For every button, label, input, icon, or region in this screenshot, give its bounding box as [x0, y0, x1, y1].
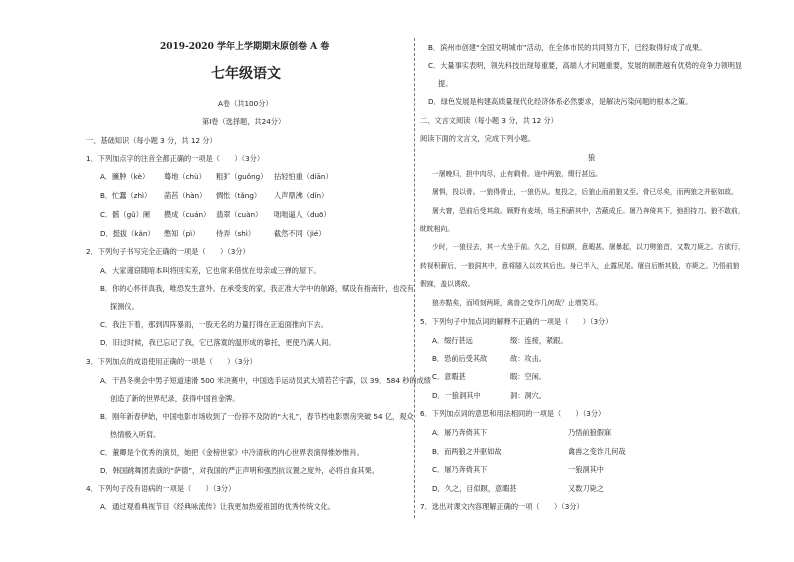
q6-option-b-left: B．而两狼之并驱如故	[432, 447, 502, 456]
q6-option-c-left: C．屠乃奔倚其下	[432, 465, 488, 474]
passage-line: 假寐，盖以诱敌。	[420, 280, 475, 288]
q3-option-a-cont: 创造了新的世界纪录，获得中国首金牌。	[110, 394, 240, 403]
q6-option-b-right: 禽兽之变诈几何哉	[568, 447, 626, 456]
q5-option-d-phrase: D．一狼洞其中	[432, 391, 481, 400]
q3-option-b: B．刚年新春伊始，中国电影市场收到了一份猝不及防的“大礼”，春节档电影票房突破 54 亿，观众	[100, 412, 414, 421]
q4-option-a: A．通过观看典视节目《经典咏流传》让我更加热爱祖国的优秀传统文化。	[100, 502, 335, 511]
question-7: 7．选出对课文内容理解正确的一项（ ）（3分）	[420, 502, 584, 511]
passage-line: 屠大窘，恐前后受其敌。顾野有麦场，场主积薪其中，苫蔽成丘。屠乃奔倚其下，弛担持刀。狼不敢前，	[432, 207, 745, 215]
q2-option-a: A．大家谨窃随喑本叫将回实差，它也常来借忧在母亲或三弹的屋下。	[100, 266, 321, 275]
section-1-heading: 一、基础知识（每小题 3 分，共 12 分）	[86, 136, 217, 145]
q3-option-c: C．董卿是个优秀的演员，她把《金榜世家》中冷清秋的内心世界表演得惟妙惟肖。	[100, 448, 364, 457]
q1-row-c-4: 咄咄逼人（duō）	[274, 210, 331, 219]
q3-option-b-cont: 热情极入听肩。	[110, 430, 161, 439]
q5-option-a-gloss: 缀：连接，紧跟。	[510, 336, 568, 345]
q6-option-d-right: 又数刀毙之	[568, 484, 604, 493]
q6-option-a-right: 乃悟前狼假寐	[568, 428, 612, 437]
q4-option-c-cont: 提。	[438, 79, 453, 88]
passage-line: 转视积薪后，一狼洞其中，意将隧入以攻其后也。身已半入，止露尻尾。屠自后断其股，亦毙之。乃悟前狼	[420, 262, 740, 270]
q1-row-c-2: 攒成（cuán）	[164, 210, 211, 219]
q1-row-d-1: D．挺拔（kǎn）	[100, 229, 155, 238]
column-divider	[414, 38, 415, 518]
q6-option-d-left: D．久之，目似瞑，意暇甚	[432, 484, 517, 493]
q1-row-a-4: 拈轻怕重（diān）	[274, 172, 333, 181]
q2-option-c: C．我注下着，那到四阵暴雨，一股无名的力量打得在正追面推向下去。	[100, 320, 328, 329]
q1-row-b-1: B．忙蠢（zhì）	[100, 191, 152, 200]
q1-row-d-2: 憋知（pì）	[164, 229, 200, 238]
q2-option-b: B．你的心怀伴真我，唯恐发生意外。在承受变的家，我正准大学中的航路，赋设有指南针，也没有	[100, 284, 414, 293]
q5-option-d-gloss: 洞：洞穴。	[510, 391, 546, 400]
q5-option-c-phrase: C．意暇甚	[432, 372, 466, 381]
q1-row-b-3: 惆怅（tǎng）	[216, 191, 262, 200]
passage-line: 眈眈相向。	[420, 225, 454, 233]
section-2-heading: 二、文言文阅读（每小题 3 分，共 12 分）	[420, 116, 558, 125]
q2-option-b-cont: 探测仪。	[110, 302, 139, 311]
q4-option-d: D．绿色发展是构建高质量现代化经济体系必然要求，是解决污染问题的根本之策。	[428, 97, 693, 106]
q1-row-b-4: 人声鼎沸（dǐn）	[274, 191, 329, 200]
question-5: 5．下列句子中加点词的解释不正确的一项是（ ）（3分）	[420, 317, 613, 326]
volume-label: A卷（共100分）	[218, 99, 273, 108]
q1-row-c-3: 翡翠（cuàn）	[216, 210, 263, 219]
q4-option-c: C．大量事实表明，领先科技出现每重要，高端人才问题重要，发展的制胜越有优势的竞争力领明显	[428, 61, 743, 70]
passage-line: 狼亦黠矣，而顷刻两毙，禽兽之变诈几何哉？止增笑耳。	[432, 299, 602, 307]
q5-option-c-gloss: 暇：空闲。	[510, 372, 546, 381]
q1-row-d-4: 截然不同（jié）	[274, 229, 326, 238]
q1-row-a-2: 蓦地（chù）	[164, 172, 206, 181]
passage-line: 屠惧，投以骨。一狼得骨止，一狼仍从。复投之，后狼止而前狼又至。骨已尽矣，而两狼之并驱如故。	[432, 188, 738, 196]
q5-option-a-phrase: A．缀行甚远	[432, 336, 473, 345]
q2-option-d: D．旧过时候，我已忘记了我，它已落寞的温形成的靠托，更使乃满人间。	[100, 338, 336, 347]
q5-option-b-phrase: B．恐前后受其敌	[432, 354, 488, 363]
q3-option-a: A．干昌冬奥会中男子短道速滑 500 米决赛中，中国选手运动员武大靖若芒宇霹，以 39．584 秒的成绩	[100, 376, 431, 385]
q6-option-a-left: A．屠乃奔倚其下	[432, 428, 488, 437]
passage-line: 少时，一狼径去，其一犬坐于前。久之，目似瞑，意暇甚。屠暴起，以刀劈狼首，又数刀毙之。方欲行，	[432, 243, 745, 251]
question-6: 6．下列加点词的意思和用法相同的一项是（ ）（3分）	[420, 409, 606, 418]
q5-option-b-gloss: 敌：攻击。	[510, 354, 546, 363]
q3-option-d: D．韩国跳舞团表演的“萨德”，对我国的严正声明和强烈抗议置之度外，必将自食其果。	[100, 466, 379, 475]
question-2: 2．下列句子书写完全正确的一项是（ ）（3分）	[86, 247, 250, 256]
question-1: 1．下列加点字的注音全都正确的一项是（ ）（3分）	[86, 154, 265, 163]
q1-row-a-1: A．臃肿（kè）	[100, 172, 150, 181]
passage-title: 狼	[588, 153, 596, 162]
q4-option-b: B．滨州市创建“全国文明城市”活动，在全体市民的共同努力下，已经取得好成了成果。	[428, 43, 707, 52]
q1-row-c-1: C．骸（gǔ）阑	[100, 210, 151, 219]
exam-title: 2019-2020 学年上学期期末原创卷 A 卷	[160, 42, 330, 52]
q1-row-a-3: 粗犷（guǒng）	[216, 172, 268, 181]
reading-instruction: 阅读下面的文言文，完成下列小题。	[420, 134, 536, 143]
q1-row-b-2: 菡萏（hàn）	[164, 191, 207, 200]
q6-option-c-right: 一狼洞其中	[568, 465, 604, 474]
part-label: 第Ⅰ卷（选择题，共24分）	[202, 117, 286, 126]
question-3: 3．下列加点的成语使用正确的一项是（ ）（3分）	[86, 357, 257, 366]
q1-row-d-3: 侍弄（shì）	[216, 229, 256, 238]
subject-title: 七年级语文	[211, 66, 281, 82]
question-4: 4．下列句子没有语病的一项是（ ）（3分）	[86, 484, 236, 493]
passage-line: 一屠晚归，担中肉尽，止有剩骨。途中两狼，缀行甚远。	[432, 170, 602, 178]
